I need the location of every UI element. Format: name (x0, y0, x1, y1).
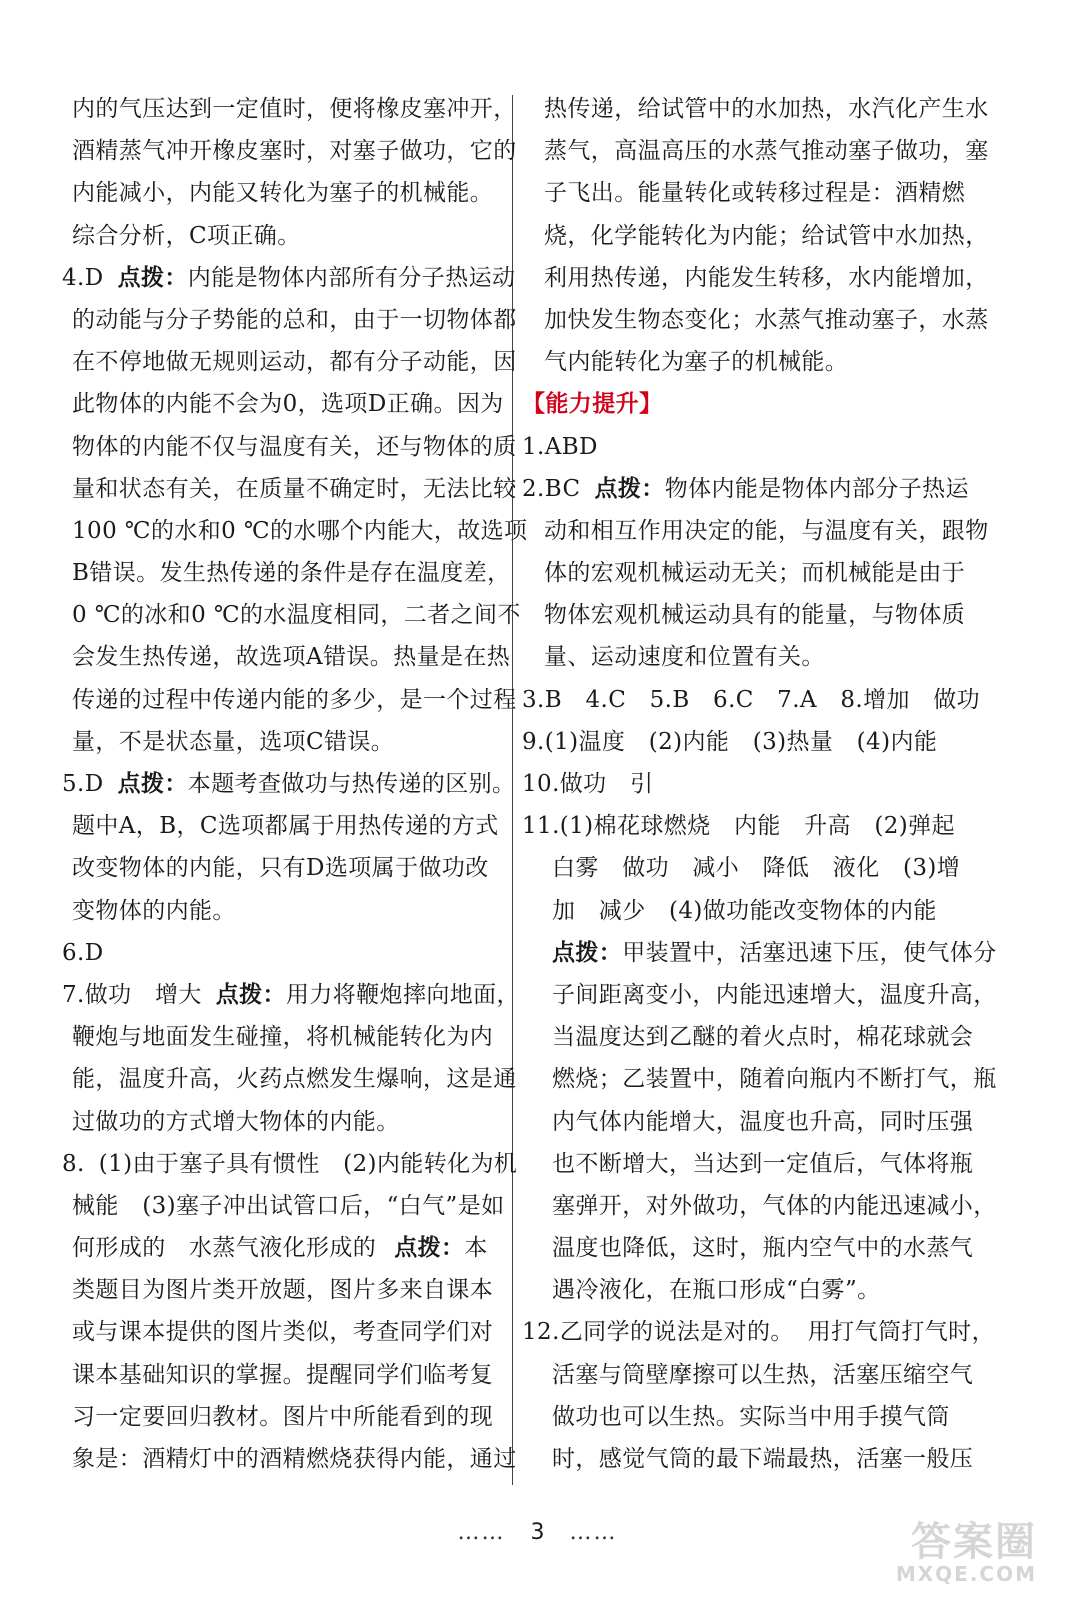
line-text: 物体内能是物体内部分子热运 (664, 475, 969, 502)
text-line (62, 974, 520, 1016)
line-text: 遇冷液化，在瓶口形成“白雾”。 (552, 1277, 881, 1304)
question-number: 3.B 4.C 5.B 6.C 7.A 8.增加 做功 (522, 686, 981, 713)
text-line (522, 594, 977, 636)
text-line (72, 552, 511, 594)
line-text: 内气体内能增大，温度也升高，同时压强 (552, 1108, 974, 1135)
line-text: 体的宏观机械运动无关；而机械能是由于 (544, 560, 966, 587)
line-text: 过做功的方式增大物体的内能。 (72, 1108, 400, 1135)
text-line (72, 172, 508, 214)
text-line (72, 130, 517, 172)
text-line (522, 1101, 977, 1143)
question-number: 10.做功 引 (522, 771, 654, 797)
text-line (522, 1143, 977, 1185)
line-text: 时，感觉气筒的最下端最热，活塞一般压 (552, 1446, 974, 1472)
text-line (522, 341, 977, 383)
text-line (522, 721, 977, 763)
line-text: 温度也降低，这时，瓶内空气中的水蒸气 (552, 1235, 974, 1262)
question-number: 6.D (62, 939, 104, 966)
text-line (522, 257, 989, 299)
question-number: 11.(1)棉花球燃烧 内能 升高 (2)弹起 (522, 813, 955, 840)
line-text: (1)由于塞子具有惯性 (2)内能转化为机 (98, 1150, 518, 1177)
hint-label: 点拨： (117, 264, 188, 291)
line-text: 类题目为图片类开放题，图片多来自课本 (72, 1277, 494, 1304)
line-text: 的动能与分子势能的总和，由于一切物体都 (72, 306, 517, 333)
text-line (62, 1143, 518, 1185)
text-line (72, 1354, 508, 1396)
line-text: 物体的内能不仅与温度有关，还与物体的质 (72, 433, 517, 460)
hint-label: 点拨： (117, 771, 188, 797)
line-text: 变物体的内能。 (72, 897, 236, 924)
watermark-logo (837, 1508, 1047, 1588)
line-text: 加快发生物态变化；水蒸气推动塞子，水蒸 (544, 306, 989, 333)
text-line (72, 636, 511, 678)
line-text: 燃烧；乙装置中，随着向瓶内不断打气，瓶 (552, 1066, 997, 1093)
text-line (72, 1016, 508, 1058)
text-line (72, 341, 517, 383)
line-text: 蒸气，高温高压的水蒸气推动塞子做功，塞 (544, 138, 989, 165)
line-text: 象是：酒精灯中的酒精燃烧获得内能，通过 (72, 1446, 517, 1472)
question-number: 4.D (62, 264, 104, 291)
line-text: 课本基础知识的掌握。提醒同学们临考复 (72, 1361, 494, 1388)
line-text: 量、运动速度和位置有关。 (544, 644, 825, 671)
line-text: 或与课本提供的图片类似，考查同学们对 (72, 1319, 494, 1346)
text-line (522, 552, 977, 594)
left-column (62, 88, 528, 1480)
text-line (522, 1058, 997, 1100)
text-line (72, 721, 508, 763)
line-text: 题中A，B，C选项都属于用热传递的方式 (72, 813, 499, 840)
text-line (72, 1185, 508, 1227)
text-line (522, 847, 977, 889)
line-text: 加 减少 (4)做功能改变物体的内能 (552, 897, 937, 924)
text-line (72, 299, 517, 341)
text-line (522, 383, 977, 425)
text-line (522, 172, 977, 214)
text-line (522, 510, 989, 552)
text-line (522, 1185, 997, 1227)
watermark-url: MXQE.COM (895, 1562, 1037, 1586)
text-line (62, 763, 516, 805)
text-line (72, 847, 508, 889)
text-line (72, 1269, 508, 1311)
text-line (72, 215, 508, 257)
line-text: 量和状态有关，在质量不确定时，无法比较 (72, 475, 517, 502)
right-column (522, 88, 997, 1480)
line-text: 在不停地做无规则运动，都有分子动能，因 (72, 349, 517, 376)
text-line (522, 468, 977, 510)
text-line (522, 1269, 977, 1311)
text-line (522, 426, 977, 468)
text-line (522, 1016, 977, 1058)
line-text: 气内能转化为塞子的机械能。 (544, 349, 849, 376)
section-heading: 【能力提升】 (522, 391, 663, 418)
line-text: 烧，化学能转化为内能；给试管中水加热， (544, 222, 989, 249)
text-line (62, 932, 508, 974)
text-line (72, 890, 508, 932)
line-text: 内的气压达到一定值时，便将橡皮塞冲开， (72, 96, 517, 122)
text-line (72, 679, 517, 721)
question-number: 9.(1)温度 (2)内能 (3)热量 (4)内能 (522, 728, 938, 755)
line-text: 做功也可以生热。实际当中用手摸气筒 (552, 1403, 950, 1430)
line-text: 甲装置中，活塞迅速下压，使气体分 (622, 939, 997, 966)
line-text: 也不断增大，当达到一定值后，气体将瓶 (552, 1150, 974, 1177)
line-text: 习一定要回归教材。图片中所能看到的现 (72, 1403, 494, 1430)
text-line (72, 1438, 517, 1480)
text-line (522, 1396, 977, 1438)
line-text: 会发生热传递，故选项A错误。热量是在热 (72, 644, 511, 671)
hint-label: 点拨： (394, 1235, 465, 1262)
text-line (522, 88, 989, 130)
text-line (522, 1227, 977, 1269)
text-line (522, 1438, 977, 1480)
text-line (522, 932, 997, 974)
line-text: 能，温度升高，火药点燃发生爆响，这是通 (72, 1066, 517, 1093)
text-line (522, 890, 977, 932)
text-line (72, 1227, 508, 1269)
text-line (72, 510, 528, 552)
line-text: 内能减小，内能又转化为塞子的机械能。 (72, 180, 494, 207)
text-line (72, 1058, 517, 1100)
line-text: 0 ℃的冰和0 ℃的水温度相同，二者之间不 (72, 602, 521, 629)
line-text: 综合分析，C项正确。 (72, 222, 301, 249)
line-text: 热传递，给试管中的水加热，水汽化产生水 (544, 96, 989, 122)
question-number: 2.BC (522, 475, 581, 502)
text-line (72, 1101, 508, 1143)
text-line (522, 763, 977, 805)
footer-dots-left: …… (457, 1520, 506, 1545)
line-text: 械能 (3)塞子冲出试管口后，“白气”是如 (72, 1192, 505, 1219)
line-text: 白雾 做功 减小 降低 液化 (3)增 (552, 855, 961, 882)
line-text: 传递的过程中传递内能的多少，是一个过程 (72, 686, 517, 713)
line-text: 酒精蒸气冲开橡皮塞时，对塞子做功，它的 (72, 138, 517, 165)
text-line (72, 594, 521, 636)
line-text: 物体宏观机械运动具有的能量，与物体质 (544, 602, 966, 629)
text-line (72, 426, 517, 468)
line-text: 用力将鞭炮摔向地面， (285, 981, 520, 1008)
question-number: 8. (62, 1150, 85, 1177)
line-text: 量，不是状态量，选项C错误。 (72, 728, 395, 755)
text-line (72, 383, 508, 425)
line-text: 当温度达到乙醚的着火点时，棉花球就会 (552, 1024, 974, 1051)
text-line (72, 468, 517, 510)
text-line (522, 636, 977, 678)
question-number: 5.D (62, 771, 104, 797)
line-text: 何形成的 水蒸气液化形成的 (72, 1235, 377, 1262)
question-number: 7.做功 增大 (62, 981, 202, 1008)
page-number: 3 (530, 1520, 545, 1545)
footer-dots-right: …… (569, 1520, 618, 1545)
line-text: 子飞出。能量转化或转移过程是：酒精燃 (544, 180, 966, 207)
question-number: 1.ABD (522, 433, 598, 460)
line-text: 本 (464, 1235, 488, 1262)
line-text: 子间距离变小，内能迅速增大，温度升高， (552, 981, 997, 1008)
text-line (522, 805, 977, 847)
text-line (72, 1311, 508, 1353)
text-line (522, 299, 989, 341)
text-line (522, 1311, 995, 1353)
hint-label: 点拨： (594, 475, 665, 502)
text-line (72, 805, 508, 847)
text-line (522, 215, 989, 257)
line-text: 活塞与筒壁摩擦可以生热，活塞压缩空气 (552, 1361, 974, 1388)
text-line (522, 130, 989, 172)
line-text: 用打气筒打气时， (807, 1319, 995, 1346)
line-text: 本题考查做功与热传递的区别。 (187, 771, 516, 797)
line-text: 利用热传递，内能发生转移，水内能增加， (544, 264, 989, 291)
text-line (522, 974, 997, 1016)
line-text: 鞭炮与地面发生碰撞，将机械能转化为内 (72, 1024, 494, 1051)
question-number: 12.乙同学的说法是对的。 (522, 1319, 794, 1346)
line-text: 改变物体的内能，只有D选项属于做功改 (72, 855, 489, 882)
text-line (62, 257, 516, 299)
hint-label: 点拨： (215, 981, 286, 1008)
watermark-text: 答案圈 (911, 1519, 1037, 1565)
text-line (72, 88, 517, 130)
line-text: 塞弹开，对外做功，气体的内能迅速减小， (552, 1192, 997, 1219)
text-line (72, 1396, 508, 1438)
line-text: 此物体的内能不会为0，选项D正确。因为 (72, 391, 504, 418)
text-line (522, 679, 981, 721)
hint-label: 点拨： (552, 939, 623, 966)
line-text: 内能是物体内部所有分子热运动 (187, 264, 516, 291)
line-text: 动和相互作用决定的能，与温度有关，跟物 (544, 517, 989, 544)
line-text: 100 ℃的水和0 ℃的水哪个内能大，故选项 (72, 517, 528, 544)
text-line (522, 1354, 977, 1396)
line-text: B错误。发生热传递的条件是存在温度差， (72, 560, 511, 587)
